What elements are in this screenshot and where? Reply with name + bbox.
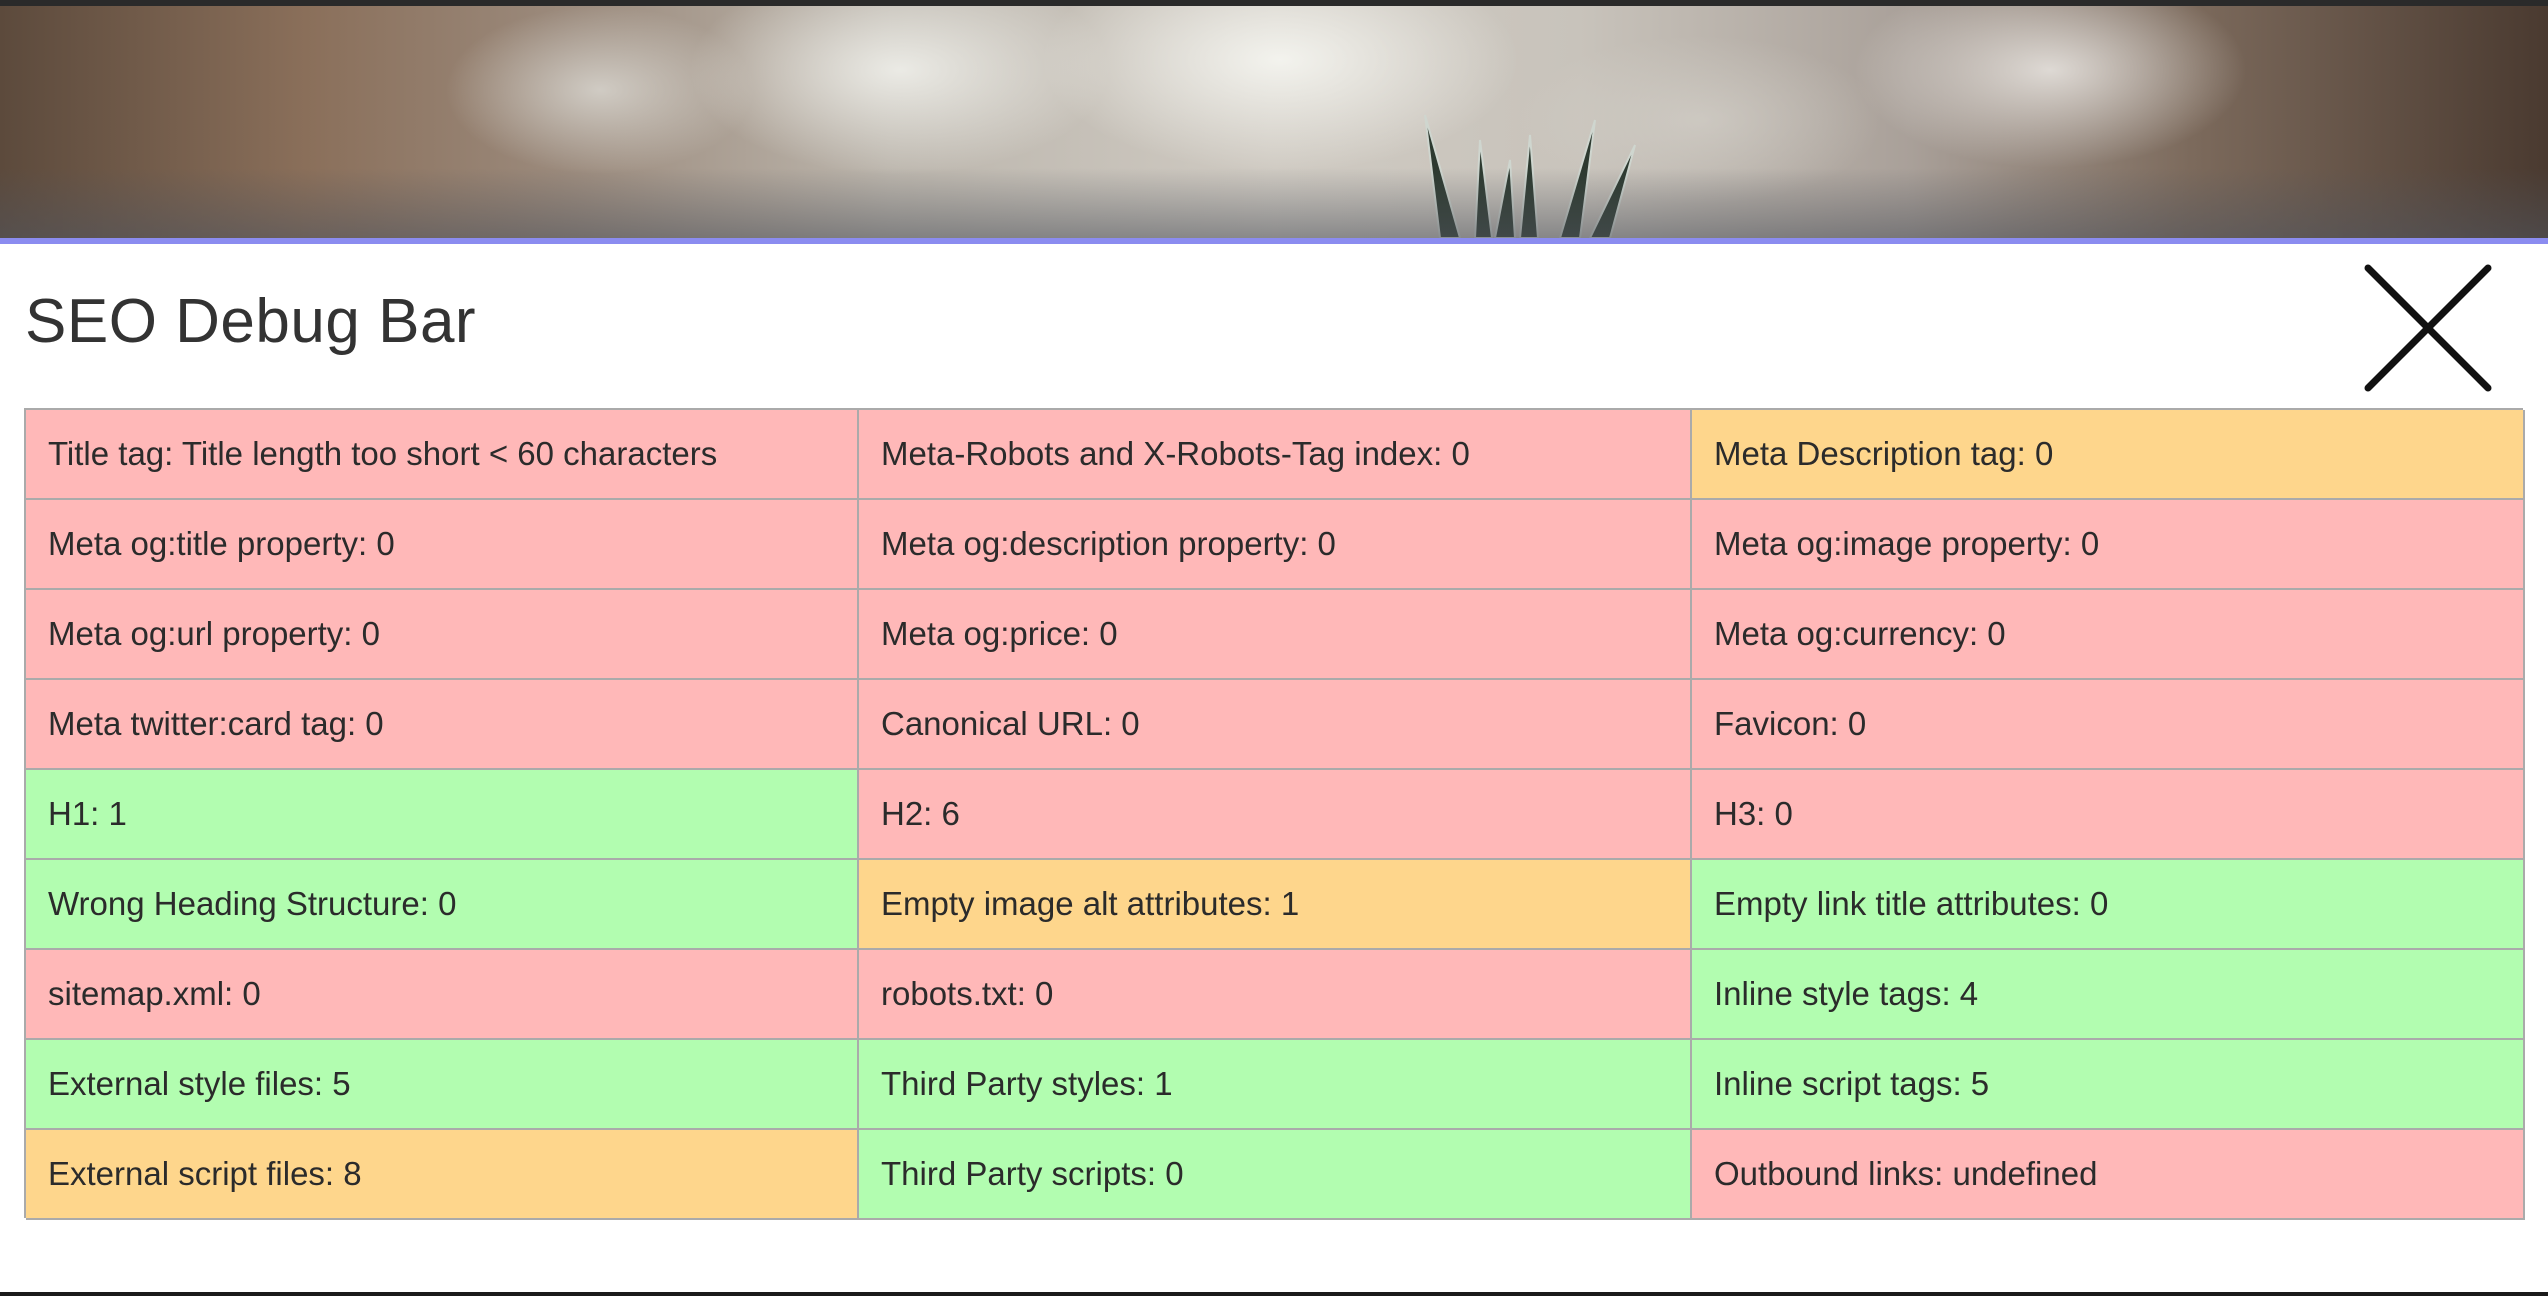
check-heading-structure: Wrong Heading Structure: 0 bbox=[26, 860, 859, 950]
close-button[interactable] bbox=[2358, 258, 2498, 398]
check-favicon: Favicon: 0 bbox=[1692, 680, 2525, 770]
check-external-script: External script files: 8 bbox=[26, 1130, 859, 1220]
check-og-url: Meta og:url property: 0 bbox=[26, 590, 859, 680]
check-inline-script: Inline script tags: 5 bbox=[1692, 1040, 2525, 1130]
check-h2: H2: 6 bbox=[859, 770, 1692, 860]
check-og-price: Meta og:price: 0 bbox=[859, 590, 1692, 680]
check-robots-txt: robots.txt: 0 bbox=[859, 950, 1692, 1040]
check-inline-style: Inline style tags: 4 bbox=[1692, 950, 2525, 1040]
background-photo bbox=[0, 0, 2548, 238]
check-h3: H3: 0 bbox=[1692, 770, 2525, 860]
check-image-alt: Empty image alt attributes: 1 bbox=[859, 860, 1692, 950]
check-third-party-scripts: Third Party scripts: 0 bbox=[859, 1130, 1692, 1220]
check-og-description: Meta og:description property: 0 bbox=[859, 500, 1692, 590]
check-canonical-url: Canonical URL: 0 bbox=[859, 680, 1692, 770]
panel-title: SEO Debug Bar bbox=[25, 287, 477, 356]
check-outbound-links: Outbound links: undefined bbox=[1692, 1130, 2525, 1220]
close-icon bbox=[2358, 258, 2498, 398]
check-h1: H1: 1 bbox=[26, 770, 859, 860]
check-link-title: Empty link title attributes: 0 bbox=[1692, 860, 2525, 950]
check-meta-robots: Meta-Robots and X-Robots-Tag index: 0 bbox=[859, 410, 1692, 500]
check-third-party-styles: Third Party styles: 1 bbox=[859, 1040, 1692, 1130]
check-external-style: External style files: 5 bbox=[26, 1040, 859, 1130]
check-og-currency: Meta og:currency: 0 bbox=[1692, 590, 2525, 680]
check-og-title: Meta og:title property: 0 bbox=[26, 500, 859, 590]
succulent-plant-image bbox=[1420, 100, 1740, 238]
seo-checks-table bbox=[24, 408, 2523, 1218]
check-meta-description: Meta Description tag: 0 bbox=[1692, 410, 2525, 500]
page-bottom-edge bbox=[0, 1292, 2548, 1296]
check-sitemap: sitemap.xml: 0 bbox=[26, 950, 859, 1040]
check-og-image: Meta og:image property: 0 bbox=[1692, 500, 2525, 590]
check-twitter-card: Meta twitter:card tag: 0 bbox=[26, 680, 859, 770]
check-title-tag: Title tag: Title length too short < 60 characters bbox=[26, 410, 859, 500]
seo-debug-panel bbox=[0, 238, 2548, 1292]
